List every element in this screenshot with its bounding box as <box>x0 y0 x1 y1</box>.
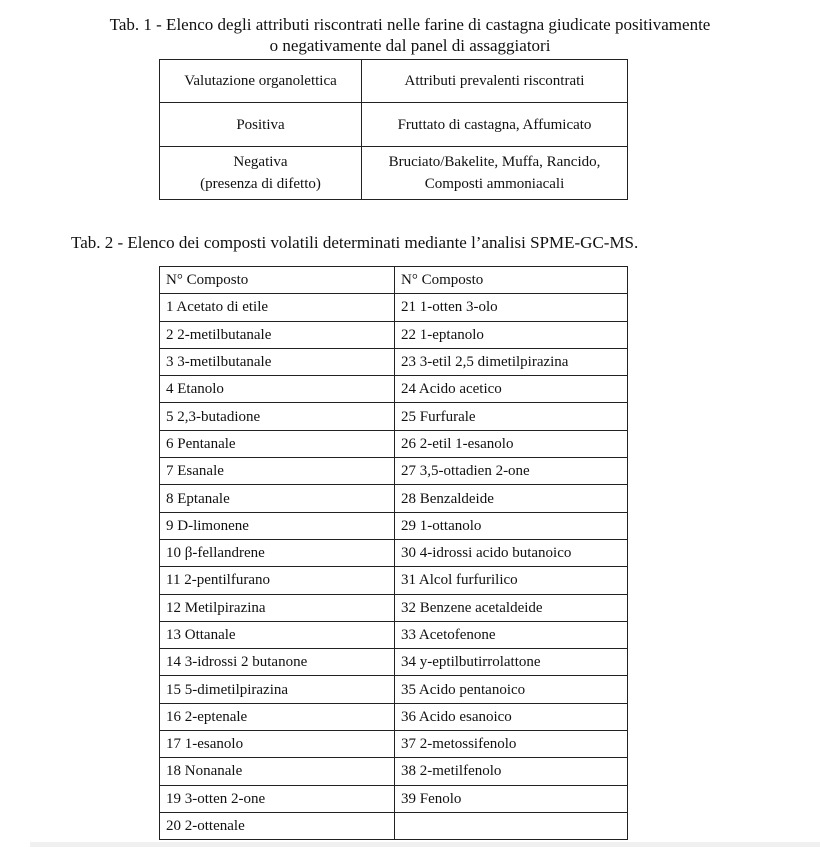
compound-cell: 33 Acetofenone <box>395 621 628 648</box>
table2-caption: Tab. 2 - Elenco dei composti volatili determinati mediante l’analisi SPME-GC-MS. <box>71 233 639 252</box>
table-row <box>160 294 628 321</box>
table-row <box>160 621 628 648</box>
compound-cell: 9 D-limonene <box>160 512 395 539</box>
cell-text: Bruciato/Bakelite, Muffa, Rancido, <box>388 154 601 170</box>
header-cell: Attributi prevalenti riscontrati <box>362 60 628 103</box>
compound-cell: 11 2-pentilfurano <box>160 567 395 594</box>
compounds-table <box>159 266 628 840</box>
table-row <box>160 458 628 485</box>
cell-text: Composti ammoniacali <box>424 176 565 192</box>
compound-cell: 32 Benzene acetaldeide <box>395 594 628 621</box>
table1-caption <box>0 14 820 56</box>
compound-cell: 31 Alcol furfurilico <box>395 567 628 594</box>
table-cell <box>362 103 628 147</box>
table-cell <box>160 103 362 147</box>
table-row <box>160 567 628 594</box>
table-row <box>160 758 628 785</box>
table-row <box>160 348 628 375</box>
compound-cell: 39 Fenolo <box>395 785 628 812</box>
compound-cell: 1 Acetato di etile <box>160 294 395 321</box>
compound-cell: 16 2-eptenale <box>160 703 395 730</box>
table-cell <box>362 147 628 200</box>
table-row <box>160 731 628 758</box>
compound-cell: 34 y-eptilbutirrolattone <box>395 649 628 676</box>
compound-cell: 15 5-dimetilpirazina <box>160 676 395 703</box>
compound-cell: 8 Eptanale <box>160 485 395 512</box>
cell-text: Positiva <box>236 116 285 133</box>
compound-cell: 7 Esanale <box>160 458 395 485</box>
compound-cell: 5 2,3-butadione <box>160 403 395 430</box>
table-row <box>160 103 628 147</box>
compound-cell: 27 3,5-ottadien 2-one <box>395 458 628 485</box>
compound-cell: 19 3-otten 2-one <box>160 785 395 812</box>
compound-cell: 38 2-metilfenolo <box>395 758 628 785</box>
compound-cell: 10 β-fellandrene <box>160 539 395 566</box>
compound-cell: 36 Acido esanoico <box>395 703 628 730</box>
compound-cell: 22 1-eptanolo <box>395 321 628 348</box>
table-row <box>160 376 628 403</box>
compound-cell: 4 Etanolo <box>160 376 395 403</box>
compound-cell: 2 2-metilbutanale <box>160 321 395 348</box>
compound-cell: 13 Ottanale <box>160 621 395 648</box>
header-cell: Valutazione organolettica <box>160 60 362 103</box>
compound-cell: 37 2-metossifenolo <box>395 731 628 758</box>
cell-text: Negativa <box>233 154 288 170</box>
compound-cell: 18 Nonanale <box>160 758 395 785</box>
compound-cell <box>395 812 628 839</box>
header-cell: N° Composto <box>395 267 628 294</box>
compound-cell: 12 Metilpirazina <box>160 594 395 621</box>
table-row <box>160 703 628 730</box>
compound-cell: 28 Benzaldeide <box>395 485 628 512</box>
table-row <box>160 594 628 621</box>
table-row <box>160 403 628 430</box>
header-cell: N° Composto <box>160 267 395 294</box>
compound-cell: 17 1-esanolo <box>160 731 395 758</box>
compound-cell: 21 1-otten 3-olo <box>395 294 628 321</box>
compound-cell: 35 Acido pentanoico <box>395 676 628 703</box>
table-row <box>160 147 628 200</box>
table-row <box>160 512 628 539</box>
table-header-row <box>160 267 628 294</box>
table-row <box>160 539 628 566</box>
table1-caption-line2: o negativamente dal panel di assaggiatori <box>269 36 551 55</box>
table-row <box>160 676 628 703</box>
compound-cell: 14 3-idrossi 2 butanone <box>160 649 395 676</box>
table-row <box>160 812 628 839</box>
cell-text: (presenza di difetto) <box>200 176 321 192</box>
compound-cell: 3 3-metilbutanale <box>160 348 395 375</box>
compound-cell: 29 1-ottanolo <box>395 512 628 539</box>
cell-text: Fruttato di castagna, Affumicato <box>397 116 592 133</box>
attributes-table <box>159 59 628 200</box>
page-bottom-edge <box>30 842 820 847</box>
compound-cell: 6 Pentanale <box>160 430 395 457</box>
table-header-row <box>160 60 628 103</box>
compound-cell: 25 Furfurale <box>395 403 628 430</box>
table-row <box>160 430 628 457</box>
table-row <box>160 321 628 348</box>
table-row <box>160 485 628 512</box>
table-row <box>160 785 628 812</box>
compound-cell: 20 2-ottenale <box>160 812 395 839</box>
table1-caption-line1: Tab. 1 - Elenco degli attributi riscontrati nelle farine di castagna giudicate positivamente <box>109 15 711 34</box>
table-cell <box>160 147 362 200</box>
table-row <box>160 649 628 676</box>
compound-cell: 30 4-idrossi acido butanoico <box>395 539 628 566</box>
compound-cell: 26 2-etil 1-esanolo <box>395 430 628 457</box>
compound-cell: 23 3-etil 2,5 dimetilpirazina <box>395 348 628 375</box>
compound-cell: 24 Acido acetico <box>395 376 628 403</box>
